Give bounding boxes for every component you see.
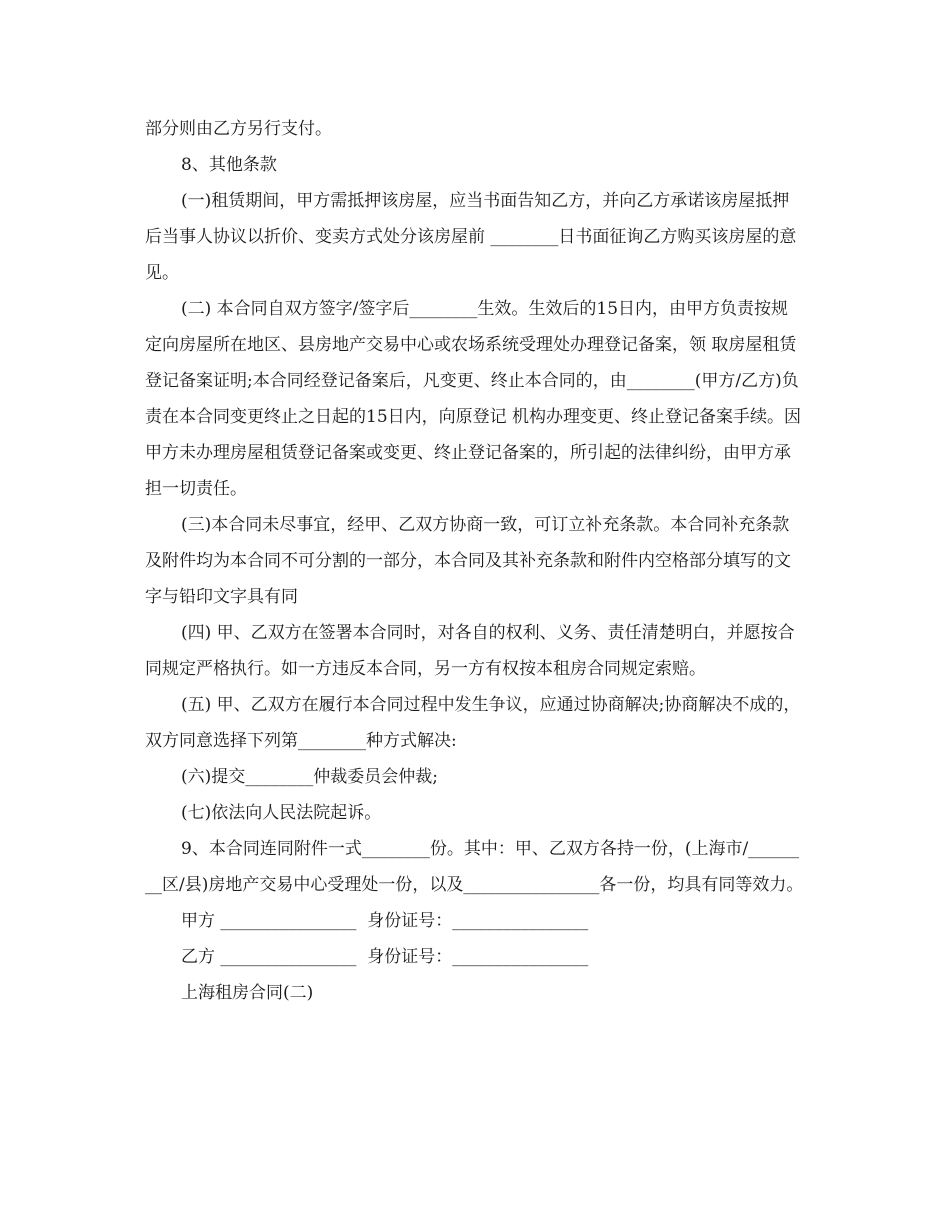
clause-7-litigation: (七)依法向人民法院起诉。 xyxy=(181,803,382,823)
clause-3-supplementary: (三)本合同未尽事宜，经甲、乙双方协商一致，可订立补充条款。本合同补充条款及附件均为本合同不可分割的一部分，本合同及其补充条款和附件内空格部分填写的文字与铅印文字具有同 xyxy=(145,515,791,607)
clause-2-registration: (二) 本合同自双方签字/签字后________生效。生效后的15日内，由甲方负责按规定向房屋所在地区、县房地产交易中心或农场系统受理处办理登记备案，领 取房屋租赁登记备案证明;本合同经登记备案后，凡变更、终止本合同的，由________(甲方/乙方)负责在本合同变更终止之日起的15日内，向原登记 机构办理变更、终止登记备案手续。因甲方未办理房屋租赁登记备案或变更、终止登记备案的，所引起的法律纠纷，由甲方承担一切责任。 xyxy=(145,299,802,499)
clause-6-arbitration: (六)提交________仲裁委员会仲裁; xyxy=(181,767,438,787)
clause-5-disputes: (五) 甲、乙双方在履行本合同过程中发生争议，应通过协商解决;协商解决不成的，双方同意选择下列第________种方式解决: xyxy=(145,695,801,751)
clause-1-mortgage: (一)租赁期间，甲方需抵押该房屋，应当书面告知乙方，并向乙方承诺该房屋抵押后当事人协议以折价、变卖方式处分该房屋前 ________日书面征询乙方购买该房屋的意见。 xyxy=(145,191,797,283)
clause-4-obligations: (四) 甲、乙双方在签署本合同时，对各自的权利、义务、责任清楚明白，并愿按合同规定严格执行。如一方违反本合同，另一方有权按本租房合同规定索赔。 xyxy=(145,623,795,679)
section-copies: 9、本合同连同附件一式________份。其中：甲、乙双方各持一份，(上海市/________区/县)房地产交易中心受理处一份，以及________________各一份，均具有同等效力。 xyxy=(145,839,804,895)
next-document-title: 上海租房合同(二) xyxy=(181,983,314,1003)
signature-party-b: 乙方 ________________ 身份证号：________________ xyxy=(181,947,589,967)
paragraph-continuation: 部分则由乙方另行支付。 xyxy=(145,119,332,139)
section-heading-other-terms: 8、其他条款 xyxy=(181,155,277,175)
signature-party-a: 甲方 ________________ 身份证号：________________ xyxy=(181,911,589,931)
document-body xyxy=(145,111,805,1011)
